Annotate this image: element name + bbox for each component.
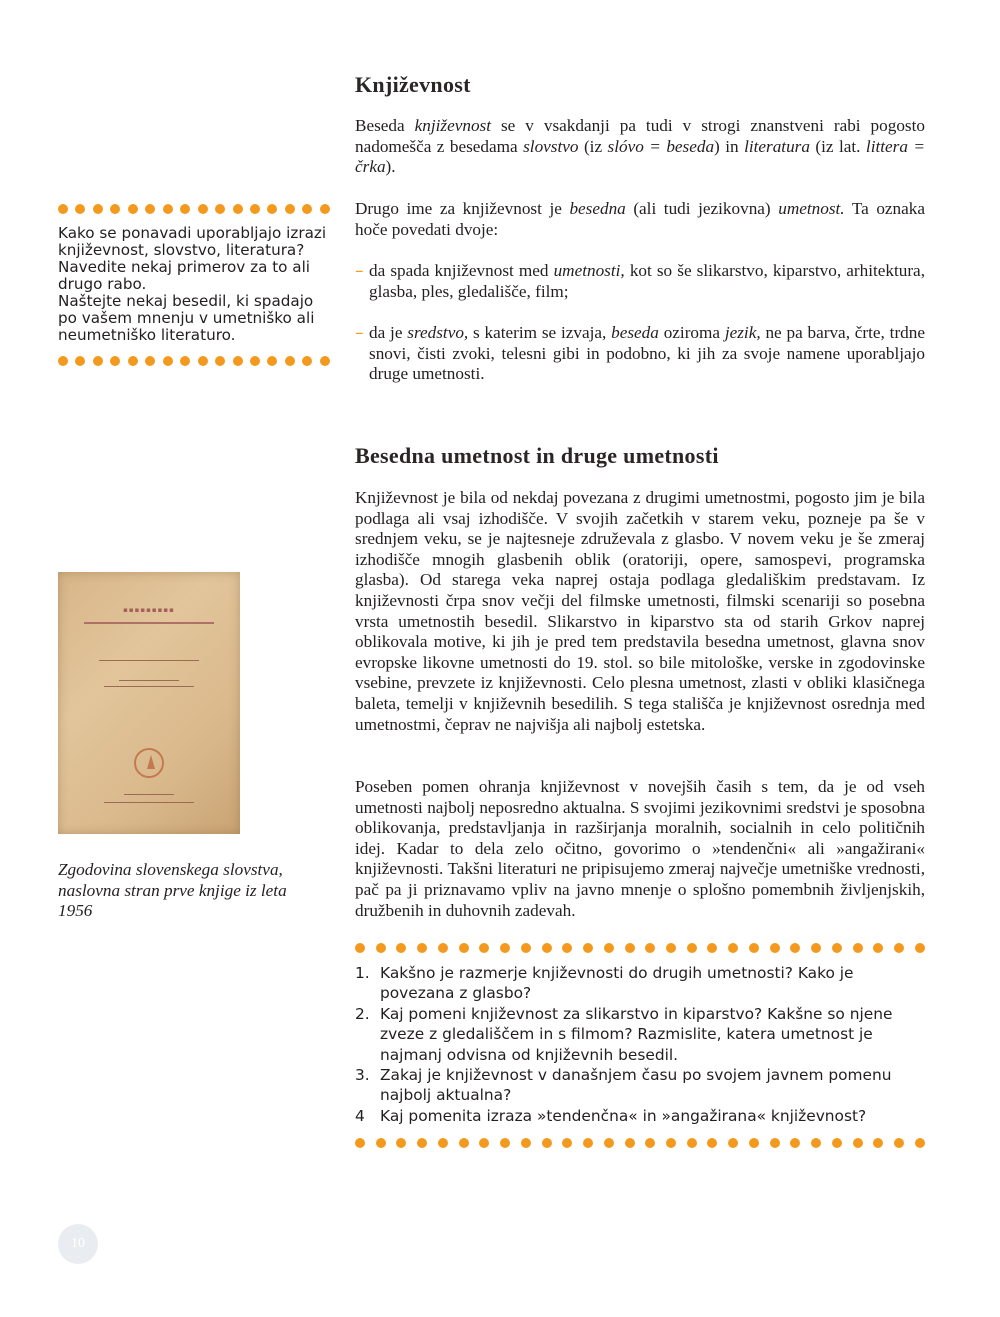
list-item (355, 261, 925, 303)
paragraph-povezanost-umetnosti: Književnost je bila od nekdaj povezana z drugimi umetnostmi, pogosto jim je bila podlaga ali vsaj izhodišče. V svojih začetkih v starem veku, pozneje pa še v srednjem veku, se je najtesneje združevala z glasbo. V novem veku je še zmeraj izhodišče mnogih glasbenih oblik (oratoriji, opere, samospevi, programska glasba). Od starega veka naprej ostaja podlaga gledališkim predstavam. Iz književnosti črpa snov večji del filmske umetnosti, filmski scenariji so posebna vrsta umetnostih besedil. Slikarstvo in kiparstvo sta od starih Grkov naprej oblikovala motive, ki jih je pred tem predstavila besedna umetnost, glavna snov evropske likovne umetnosti do 19. stol. so bile mitološke, verske in zgodovinske vsebine, prevzete iz književnosti. Celo plesna umetnost, zlasti v obliki klasičnega baleta, temelji v književnih besedilih. S tega stališča je književnost osrednja med umetnostmi, čeprav ne najvišja ali najbolj estetska. (355, 488, 925, 734)
dotted-divider (58, 204, 330, 214)
list-item (355, 323, 925, 387)
dotted-divider (58, 356, 330, 366)
sidebar-question-box (58, 225, 333, 344)
question-number: 1. (355, 964, 370, 982)
question-item (355, 1065, 920, 1106)
dash-bullet-icon: – (355, 323, 364, 343)
question-text: Zakaj je književnost v današnjem času po svojem javnem pomenu najbolj aktualna? (380, 1066, 892, 1105)
question-number: 2. (355, 1004, 370, 1023)
section-heading-knjizevnost: Književnost (355, 72, 471, 97)
dash-bullet-icon: – (355, 261, 364, 281)
question-item (355, 1106, 920, 1126)
dotted-divider (355, 943, 925, 953)
list-item-text: da spada književnost med umetnosti, kot so še slikarstvo, kiparstvo, arhitektura, glasba, ples, gledališče, film; (369, 261, 925, 301)
figure-caption: Zgodovina slovenskega slovstva, naslovna stran prve knjige iz leta 1956 (58, 860, 287, 921)
sidebar-question: Kako se ponavadi uporabljajo izrazi književnost, slovstvo, literatura? Navedite nekaj primerov za to ali drugo rabo. (58, 224, 327, 293)
question-number: 3. (355, 1066, 370, 1085)
question-text: Kaj pomenita izraza »tendenčna« in »angažirana« književnost? (380, 1106, 867, 1125)
section-heading-besedna-umetnost: Besedna umetnost in druge umetnosti (355, 443, 719, 468)
question-item (355, 963, 920, 1004)
question-text: Kaj pomeni književnost za slikarstvo in kiparstvo? Kakšne so njene zveze z gledališčem in s filmom? Razmislite, katera umetnost je najmanj odvisna od književnih besedil. (380, 1004, 893, 1064)
dotted-divider (355, 1138, 925, 1148)
question-text: Kakšno je razmerje književnosti do drugih umetnosti? Kako je povezana z glasbo? (380, 964, 854, 1003)
book-cover-image: ▪▪▪▪▪▪▪▪▪ (58, 572, 240, 834)
paragraph-besedna-umetnost: Drugo ime za književnost je besedna (ali tudi jezikovna) umetnost. Ta oznaka hoče povedati dvoje: (355, 199, 925, 239)
sidebar-question: Naštejte nekaj besedil, ki spadajo po vašem mnenju v umetniško ali neumetniško literaturo. (58, 292, 315, 344)
paragraph-aktualnost: Poseben pomen ohranja književnost v novejših časih s tem, da je od vseh umetnosti najbolj neposredno aktualna. S svojimi jezikovnimi sredstvi je sposobna oblikovanja, predstavljanja in razširjanja moralnih, socialnih in celo političnih idej. Kadar to dela zelo očitno, govorimo o »tendenčni« ali »angažirani« književnosti. Takšni literaturi ne pripisujemo zmeraj največje umetniške vrednosti, pač pa ji priznavamo vpliv na javno mnenje o splošno pomembnih življenjskih, družbenih in duhovnih zadevah. (355, 777, 925, 920)
question-list (355, 963, 920, 1126)
paragraph-definition: Beseda književnost se v vsakdanji pa tudi v strogi znanstveni rabi pogosto nadomešča z besedama slovstvo (iz slóvo = beseda) in literatura (iz lat. littera = črka). (355, 116, 925, 177)
page-number: 10 (58, 1224, 98, 1264)
question-number: 4 (355, 1106, 365, 1125)
emblem-icon (134, 748, 164, 778)
question-item (355, 1004, 920, 1065)
list-item-text: da je sredstvo, s katerim se izvaja, beseda oziroma jezik, ne pa barva, črte, trdne snovi, čisti zvoki, telesni gibi in podobno, ki jih za svoje namene uporabljajo druge umetnosti. (369, 323, 925, 384)
